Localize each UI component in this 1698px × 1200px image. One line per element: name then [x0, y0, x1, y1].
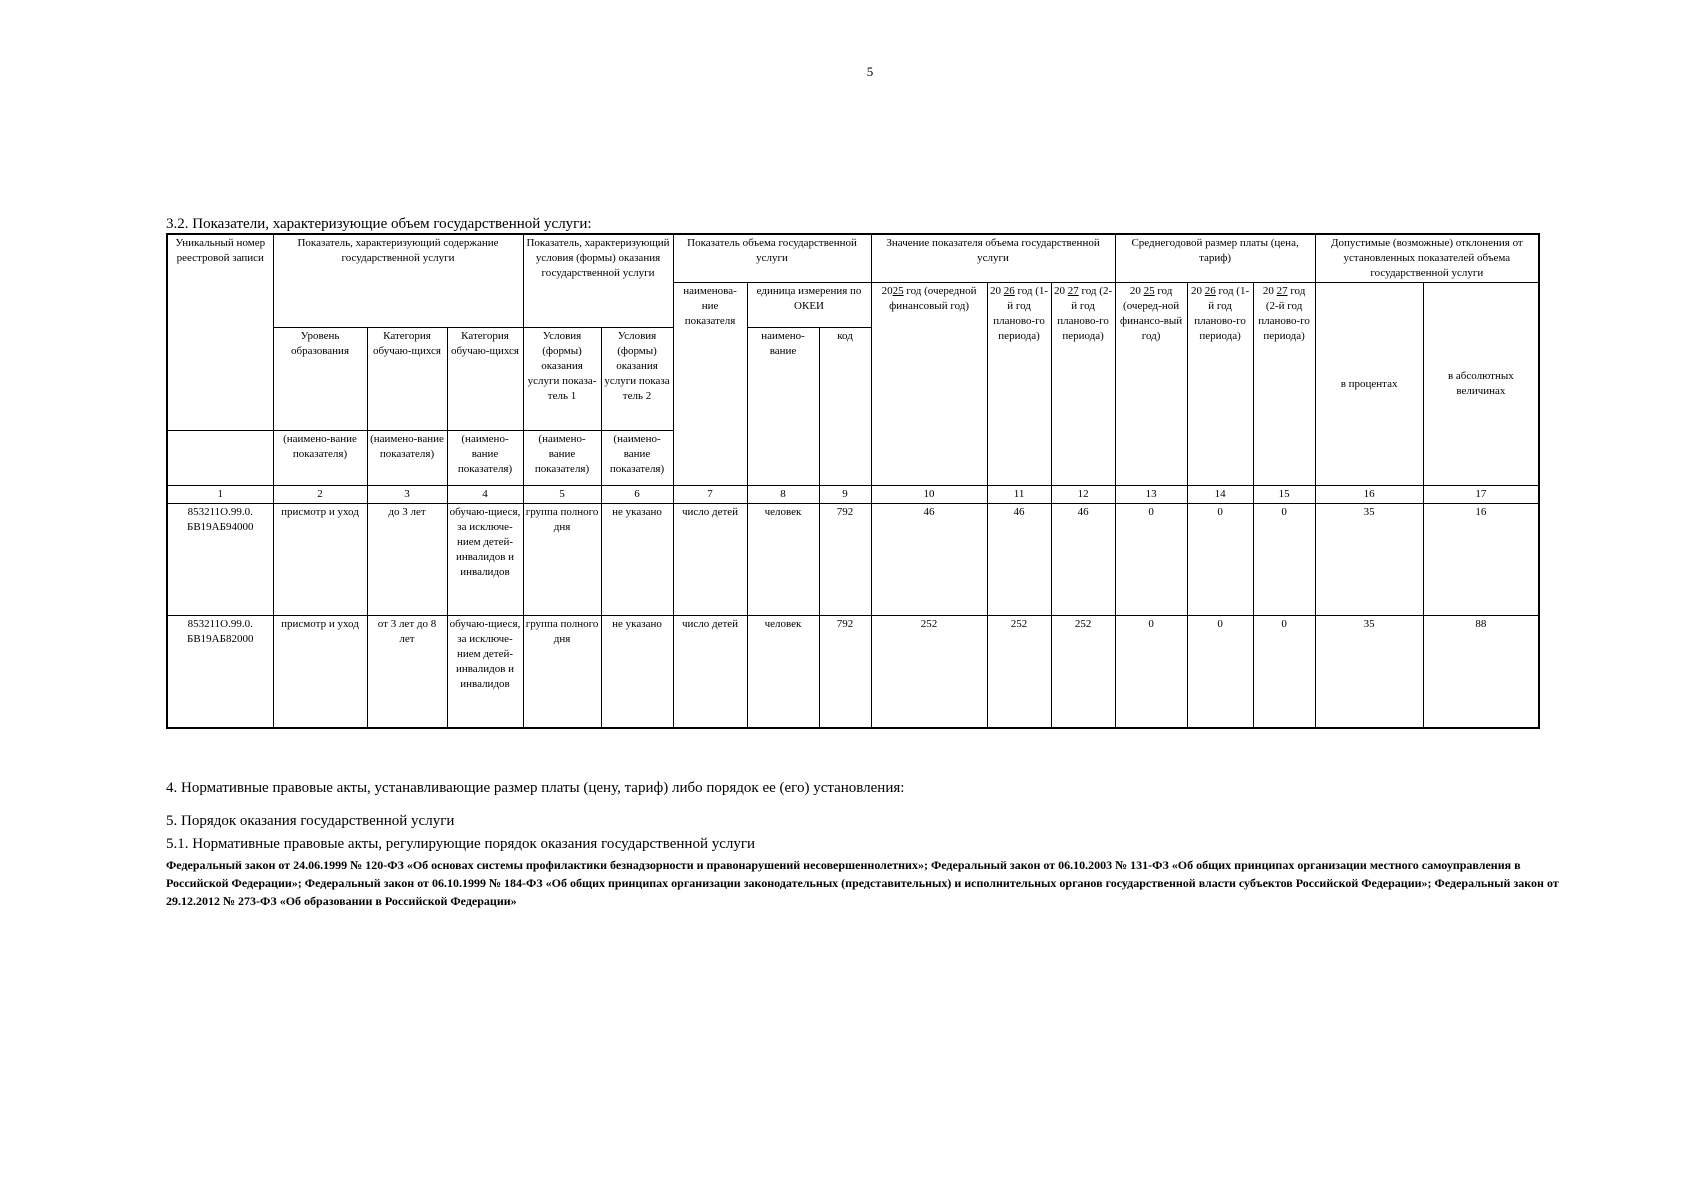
header-value-year-2027: 20 27 год (2-й год планово-го периода)	[1051, 283, 1115, 486]
column-number-cell: 17	[1423, 486, 1539, 504]
header-student-category-1: Категория обучаю-щихся	[367, 328, 447, 431]
header-subcaption-4: (наимено-вание показателя)	[447, 431, 523, 486]
service-volume-table	[166, 233, 1540, 729]
header-okei-unit: единица измерения по ОКЕИ	[747, 283, 871, 328]
table-cell: 252	[871, 616, 987, 728]
table-cell: 46	[871, 504, 987, 616]
header-subcaption-1	[167, 431, 273, 486]
table-cell: присмотр и уход	[273, 616, 367, 728]
table-cell: 0	[1187, 504, 1253, 616]
table-cell: 792	[819, 616, 871, 728]
column-number-cell: 14	[1187, 486, 1253, 504]
table-cell: 792	[819, 504, 871, 616]
header-indicator-name: наименова-ние показателя	[673, 283, 747, 486]
table-cell: 0	[1115, 504, 1187, 616]
header-student-category-2: Категория обучаю-щихся	[447, 328, 523, 431]
header-deviation-percent: в процентах	[1315, 283, 1423, 486]
table-cell: 46	[1051, 504, 1115, 616]
column-numbers-row	[167, 486, 1539, 504]
column-number-cell: 13	[1115, 486, 1187, 504]
column-number-cell: 8	[747, 486, 819, 504]
header-fee-year-2025: 20 25 год (очеред-ной финансо-вый год)	[1115, 283, 1187, 486]
column-number-cell: 5	[523, 486, 601, 504]
table-cell: 35	[1315, 504, 1423, 616]
table-cell: 853211О.99.0. БВ19АБ82000	[167, 616, 273, 728]
header-subcaption-2: (наимено-вание показателя)	[273, 431, 367, 486]
header-allowed-deviation: Допустимые (возможные) отклонения от установленных показателей объема государственной услуги	[1315, 234, 1539, 283]
header-volume-value: Значение показателя объема государственной услуги	[871, 234, 1115, 283]
header-condition-2: Условия (формы) оказания услуги показа тель 2	[601, 328, 673, 431]
section-title: 3.2. Показатели, характеризующие объем государственной услуги:	[166, 216, 592, 232]
header-average-fee: Среднегодовой размер платы (цена, тариф)	[1115, 234, 1315, 283]
header-volume-indicator: Показатель объема государственной услуги	[673, 234, 871, 283]
table-cell: человек	[747, 616, 819, 728]
table-cell: 0	[1115, 616, 1187, 728]
header-content-indicator: Показатель, характеризующий содержание государственной услуги	[273, 234, 523, 328]
table-cell: число детей	[673, 616, 747, 728]
column-number-cell: 6	[601, 486, 673, 504]
column-number-cell: 9	[819, 486, 871, 504]
table-cell: группа полного дня	[523, 616, 601, 728]
header-unit-code: код	[819, 328, 871, 486]
table-cell: не указано	[601, 616, 673, 728]
column-number-cell: 2	[273, 486, 367, 504]
header-education-level: Уровень образования	[273, 328, 367, 431]
table-cell: 252	[1051, 616, 1115, 728]
column-number-cell: 4	[447, 486, 523, 504]
column-number-cell: 10	[871, 486, 987, 504]
header-registry-number: Уникальный номер реестровой записи	[167, 234, 273, 431]
table-cell: 88	[1423, 616, 1539, 728]
table-cell: присмотр и уход	[273, 504, 367, 616]
header-value-year-2025: 2025 год (очередной финансовый год)	[871, 283, 987, 486]
column-number-cell: 11	[987, 486, 1051, 504]
header-fee-year-2027: 20 27 год (2-й год планово-го периода)	[1253, 283, 1315, 486]
table-cell: группа полного дня	[523, 504, 601, 616]
table-cell: 853211О.99.0. БВ19АБ94000	[167, 504, 273, 616]
column-number-cell: 15	[1253, 486, 1315, 504]
header-subcaption-3: (наимено-вание показателя)	[367, 431, 447, 486]
header-unit-name: наимено-вание	[747, 328, 819, 486]
laws-list: Федеральный закон от 24.06.1999 № 120-ФЗ «Об основах системы профилактики безнадзорности и правонарушений несовершеннолетних»; Федеральный закон от 06.10.2003 № 131-ФЗ «Об общих принципах организации местного самоуправления в Российской Федерации»; Федеральный закон от 06.10.1999 № 184-ФЗ «Об общих принципах организации законодательных (представительных) и исполнительных органов государственной власти субъектов Российской Федерации»; Федеральный закон от 29.12.2012 № 273-ФЗ «Об образовании в Российской Федерации»	[166, 858, 1559, 908]
header-condition-1: Условия (формы) оказания услуги показа-тель 1	[523, 328, 601, 431]
column-number-cell: 3	[367, 486, 447, 504]
paragraph-4: 4. Нормативные правовые акты, устанавливающие размер платы (цену, тариф) либо порядок ее (его) установления:	[166, 780, 905, 796]
header-subcaption-5: (наимено-вание показателя)	[523, 431, 601, 486]
column-number-cell: 12	[1051, 486, 1115, 504]
table-cell: 252	[987, 616, 1051, 728]
table-cell: до 3 лет	[367, 504, 447, 616]
header-value-year-2026: 20 26 год (1-й год планово-го периода)	[987, 283, 1051, 486]
table-body	[167, 486, 1539, 728]
table-cell: число детей	[673, 504, 747, 616]
header-fee-year-2026: 20 26 год (1-й год планово-го периода)	[1187, 283, 1253, 486]
header-condition-indicator: Показатель, характеризующий условия (формы) оказания государственной услуги	[523, 234, 673, 328]
table-cell: 16	[1423, 504, 1539, 616]
table-cell: от 3 лет до 8 лет	[367, 616, 447, 728]
table-cell: 35	[1315, 616, 1423, 728]
header-deviation-absolute: в абсолютных величинах	[1423, 283, 1539, 486]
table-row	[167, 504, 1539, 616]
table-cell: не указано	[601, 504, 673, 616]
column-number-cell: 1	[167, 486, 273, 504]
table-cell: 0	[1187, 616, 1253, 728]
column-number-cell: 16	[1315, 486, 1423, 504]
table-cell: 0	[1253, 504, 1315, 616]
page-number: 5	[866, 64, 874, 79]
paragraph-5: 5. Порядок оказания государственной услуги	[166, 813, 455, 829]
table-cell: 0	[1253, 616, 1315, 728]
table-row	[167, 616, 1539, 728]
table-cell: человек	[747, 504, 819, 616]
table-cell: 46	[987, 504, 1051, 616]
header-subcaption-6: (наимено-вание показателя)	[601, 431, 673, 486]
table-cell: обучаю-щиеся, за исключе-нием детей-инвалидов и инвалидов	[447, 504, 523, 616]
column-number-cell: 7	[673, 486, 747, 504]
paragraph-5-1: 5.1. Нормативные правовые акты, регулирующие порядок оказания государственной услуги	[166, 836, 756, 852]
table-cell: обучаю-щиеся, за исключе-нием детей-инвалидов и инвалидов	[447, 616, 523, 728]
